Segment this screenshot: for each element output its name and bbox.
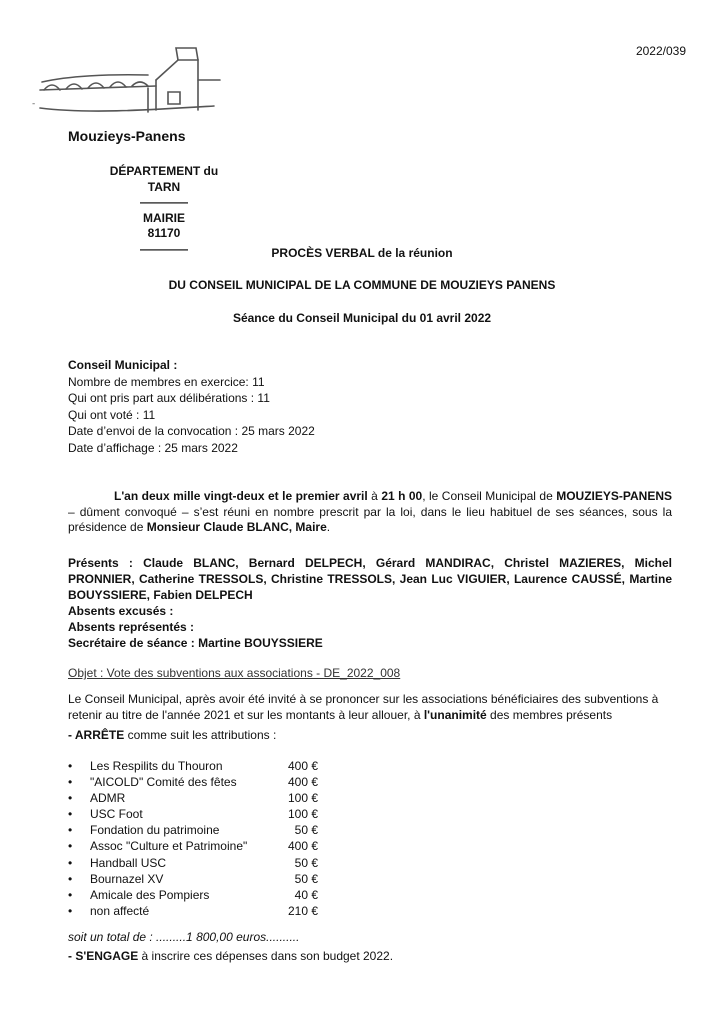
- department-line: DÉPARTEMENT du TARN: [109, 164, 219, 194]
- document-reference: 2022/039: [635, 44, 686, 58]
- bullet-icon: •: [68, 823, 73, 838]
- association-name: non affecté: [90, 903, 150, 918]
- subsidy-amount: 50 €: [294, 871, 318, 886]
- arrete-keyword: - ARRÊTE: [68, 728, 125, 742]
- subsidy-amount: 400 €: [287, 759, 318, 773]
- mairie-logo: [28, 40, 228, 120]
- subsidy-amount: 100 €: [287, 791, 318, 806]
- bullet-icon: •: [68, 791, 73, 806]
- intro-commune: MOUZIEYS-PANENS: [556, 489, 672, 503]
- total-line: soit un total de : .........1 800,00 euros..........: [68, 930, 300, 944]
- bullet-icon: •: [68, 775, 73, 790]
- mairie-line: MAIRIE: [143, 210, 185, 225]
- intro-paragraph: [68, 489, 672, 536]
- association-name: Bournazel XV: [90, 871, 164, 886]
- association-name: Amicale des Pompiers: [90, 887, 210, 902]
- association-name: Les Respilits du Thouron: [90, 759, 223, 773]
- intro-text: – dûment convoqué – s’est réuni en nombre prescrit par la loi, dans le lieu habituel de ses séances, sous la présidence de: [68, 504, 672, 534]
- list-item: [68, 871, 318, 887]
- intro-text: , le Conseil Municipal de: [422, 489, 557, 503]
- department-block: [96, 164, 232, 257]
- list-item: [68, 790, 318, 806]
- subsidies-list: [68, 758, 318, 919]
- intro-text: à: [367, 489, 382, 503]
- arrete-line: [68, 727, 276, 744]
- subsidy-amount: 400 €: [287, 839, 318, 854]
- subsidy-amount: 100 €: [287, 807, 318, 822]
- council-heading: Conseil Municipal :: [68, 358, 178, 372]
- subsidy-amount: 50 €: [294, 823, 318, 838]
- list-item: [68, 806, 318, 822]
- bullet-icon: •: [68, 903, 73, 918]
- intro-date: L'an deux mille vingt-deux et le premier avril: [114, 489, 368, 503]
- council-line: Qui ont pris part aux délibérations : 11: [68, 391, 270, 405]
- subsidy-amount: 210 €: [287, 903, 318, 918]
- list-item: [68, 822, 318, 838]
- list-item: [68, 774, 318, 790]
- unanimity: l'unanimité: [423, 708, 487, 722]
- list-item: [68, 903, 318, 919]
- subsidy-amount: 400 €: [287, 775, 318, 790]
- list-item: [68, 838, 318, 854]
- association-name: USC Foot: [90, 807, 143, 822]
- absents-representes: Absents représentés :: [68, 620, 195, 634]
- list-item: [68, 855, 318, 871]
- objet-line: Objet : Vote des subventions aux associations - DE_2022_008: [68, 666, 401, 680]
- absents-excuses: Absents excusés :: [68, 604, 174, 618]
- association-name: Handball USC: [90, 855, 167, 870]
- subsidy-amount: 40 €: [294, 887, 318, 902]
- council-line: Date d’envoi de la convocation : 25 mars 2022: [68, 424, 315, 438]
- intro-time: 21 h 00: [381, 489, 423, 503]
- presents-list: Présents : Claude BLANC, Bernard DELPECH, Gérard MANDIRAC, Christel MAZIERES, Michel PRONNIER, Catherine TRESSOLS, Christine TRESSOLS, Jean Luc VIGUIER, Laurence CAUSSÉ, Martine BOUYSSIERE, Fabien DELPECH: [68, 556, 672, 602]
- deliberation-body: des membres présents: [486, 708, 613, 722]
- council-line: Nombre de membres en exercice: 11: [68, 374, 265, 389]
- deliberation-text: [68, 691, 672, 723]
- association-name: Fondation du patrimoine: [90, 823, 220, 838]
- separator-line: ————: [140, 241, 188, 256]
- engage-text: à inscrire ces dépenses dans son budget 2022.: [138, 949, 394, 963]
- deliberation-body: Le Conseil Municipal, après avoir été invité à se prononcer sur les associations bénéficiaires des subventions à retenir au titre de l'année 2021 et sur les montants à leur allouer, à: [68, 692, 659, 722]
- bullet-icon: •: [68, 759, 73, 773]
- svg-text:-: -: [32, 99, 36, 109]
- subsidy-amount: 50 €: [294, 855, 318, 870]
- council-line: Qui ont voté : 11: [68, 407, 156, 422]
- intro-mayor: Monsieur Claude BLANC, Maire: [146, 520, 327, 534]
- arrete-text: comme suit les attributions :: [124, 728, 277, 742]
- council-stats: [68, 357, 315, 456]
- bullet-icon: •: [68, 807, 73, 822]
- association-name: "AICOLD" Comité des fêtes: [90, 775, 237, 790]
- absence-block: [68, 603, 323, 651]
- secretary: Secrétaire de séance : Martine BOUYSSIERE: [68, 636, 323, 650]
- postal-code: 81170: [147, 226, 181, 240]
- association-name: ADMR: [90, 791, 126, 806]
- bullet-icon: •: [68, 887, 73, 902]
- list-item: [68, 758, 318, 774]
- engage-keyword: - S'ENGAGE: [68, 949, 139, 963]
- engage-line: [68, 949, 393, 963]
- list-item: [68, 887, 318, 903]
- bullet-icon: •: [68, 855, 73, 870]
- commune-name: Mouzieys-Panens: [68, 128, 186, 144]
- title-line-2: DU CONSEIL MUNICIPAL DE LA COMMUNE DE MOUZIEYS PANENS: [168, 278, 556, 292]
- bullet-icon: •: [68, 839, 73, 854]
- title-line-1: PROCÈS VERBAL de la réunion: [271, 246, 453, 260]
- bullet-icon: •: [68, 871, 73, 886]
- intro-text: .: [326, 520, 331, 534]
- session-date-title: Séance du Conseil Municipal du 01 avril 2022: [232, 311, 492, 325]
- association-name: Assoc "Culture et Patrimoine": [90, 839, 248, 854]
- separator-line: ————: [140, 195, 188, 209]
- council-line: Date d’affichage : 25 mars 2022: [68, 440, 238, 455]
